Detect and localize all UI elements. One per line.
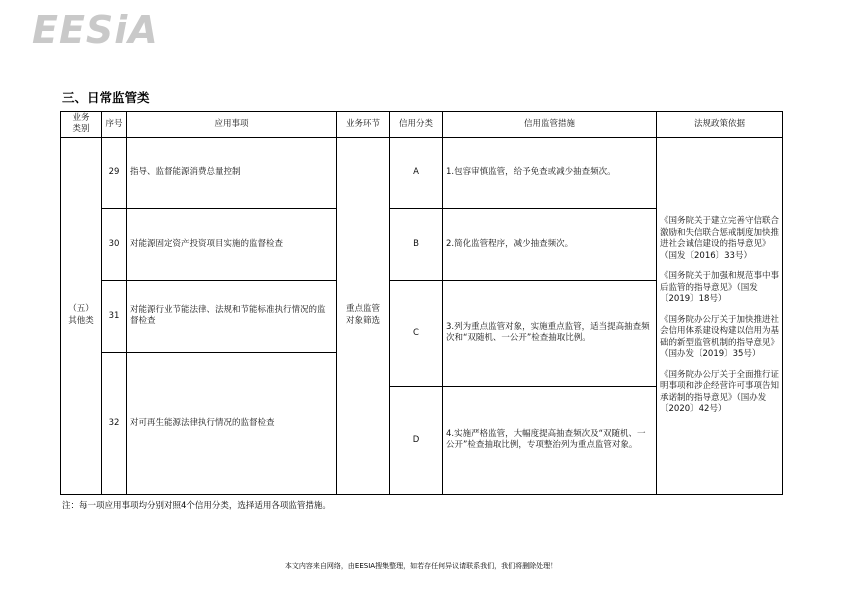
table-header-row xyxy=(61,112,783,138)
basis-document-1: 《国务院关于建立完善守信联合激励和失信联合惩戒制度加快推进社会诚信建设的指导意见》（国发〔2016〕33号） xyxy=(660,216,780,261)
measure-cell-b: 2.简化监管程序，减少抽查频次。 xyxy=(443,208,657,280)
serial-cell-30: 30 xyxy=(102,208,127,280)
legal-basis-cell xyxy=(657,137,783,494)
header-business-category: 业务 类别 xyxy=(61,112,102,138)
header-serial-no: 序号 xyxy=(102,112,127,138)
grade-cell-d: D xyxy=(390,386,443,494)
basis-document-2: 《国务院关于加强和规范事中事后监管的指导意见》（国发〔2019〕18号） xyxy=(660,271,780,305)
measure-cell-d: 4.实施严格监管，大幅度提高抽查频次及“双随机、一公开”检查抽取比例，专项整治列为重点监管对象。 xyxy=(443,386,657,494)
grade-cell-b: B xyxy=(390,208,443,280)
table-row xyxy=(61,137,783,208)
header-business-link: 业务环节 xyxy=(337,112,390,138)
business-category-cell: （五） 其他类 xyxy=(61,137,102,494)
table-note: 注：每一项应用事项均分别对照4个信用分类，选择适用各项监管措施。 xyxy=(62,501,331,511)
grade-cell-a: A xyxy=(390,137,443,208)
section-title: 三、日常监管类 xyxy=(62,90,150,105)
grade-cell-c: C xyxy=(390,280,443,386)
basis-document-4: 《国务院办公厅关于全面推行证明事项和涉企经营许可事项告知承诺制的指导意见》（国办发〔2020〕42号） xyxy=(660,369,780,414)
item-cell-32: 对可再生能源法律执行情况的监督检查 xyxy=(127,352,337,494)
item-cell-30: 对能源固定资产投资项目实施的监督检查 xyxy=(127,208,337,280)
credit-supervision-table xyxy=(60,111,783,495)
header-measures: 信用监管措施 xyxy=(443,112,657,138)
serial-cell-31: 31 xyxy=(102,280,127,352)
header-application-item: 应用事项 xyxy=(127,112,337,138)
header-legal-basis: 法规政策依据 xyxy=(657,112,783,138)
page-footer: 本文内容来自网络，由EESIA搜集整理，如若存任何异议请联系我们，我们将删除处理！ xyxy=(284,562,558,570)
measure-cell-c: 3.列为重点监管对象，实施重点监管，适当提高抽查频次和“双随机、一公开”检查抽取比例。 xyxy=(443,280,657,386)
item-cell-29: 指导、监督能源消费总量控制 xyxy=(127,137,337,208)
serial-cell-29: 29 xyxy=(102,137,127,208)
item-cell-31: 对能源行业节能法律、法规和节能标准执行情况的监督检查 xyxy=(127,280,337,352)
header-credit-class: 信用分类 xyxy=(390,112,443,138)
business-link-cell: 重点监管 对象筛选 xyxy=(337,137,390,494)
eesia-logo: EESiA xyxy=(32,8,159,52)
measure-cell-a: 1.包容审慎监管，给予免查或减少抽查频次。 xyxy=(443,137,657,208)
basis-document-3: 《国务院办公厅关于加快推进社会信用体系建设构建以信用为基础的新型监管机制的指导意见》（国办发〔2019〕35号） xyxy=(660,314,780,360)
serial-cell-32: 32 xyxy=(102,352,127,494)
